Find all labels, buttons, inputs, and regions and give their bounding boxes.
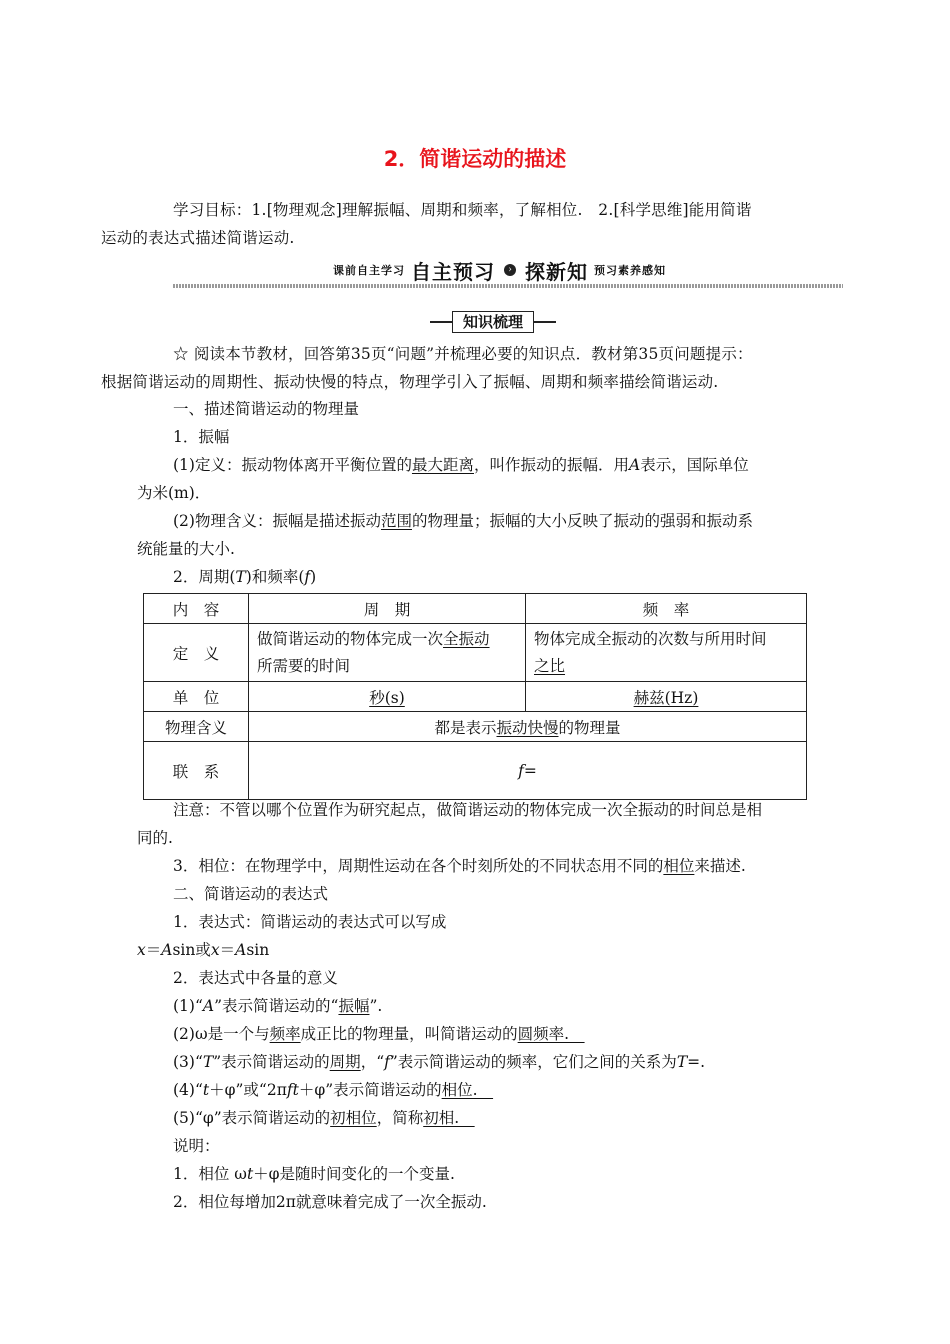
text: ＋φ”或“2π xyxy=(209,1081,287,1099)
symbol: x xyxy=(210,941,220,959)
text: ＝ xyxy=(219,941,236,959)
period-frequency-title xyxy=(173,563,316,591)
expression-title: 1．表达式：简谐运动的表达式可以写成 xyxy=(173,913,447,931)
frequency-unit xyxy=(526,682,807,712)
symbol: A xyxy=(202,997,215,1015)
blank-answer: 最大距离 xyxy=(411,456,474,474)
explanation-label: 说明： xyxy=(173,1137,220,1155)
intro-paragraph xyxy=(101,340,817,396)
text: 做简谐运动的物体完成一次 xyxy=(257,629,444,648)
row-label-unit: 单 位 xyxy=(144,682,249,712)
amplitude-meaning-cont: 统能量的大小. xyxy=(137,540,235,558)
amplitude-definition xyxy=(173,451,749,479)
banner-main-1: 自主预习 xyxy=(411,259,495,284)
banner-right-text: 预习素养感知 xyxy=(594,264,666,277)
chevron-right-icon: › xyxy=(504,264,516,276)
blank-answer: 初相位 xyxy=(330,1109,377,1127)
blank-answer: 周期 xyxy=(329,1053,361,1071)
blank-answer: 赫兹(Hz) xyxy=(633,688,699,707)
amplitude-title: 1．振幅 xyxy=(173,428,230,446)
text: 1．相位 ω xyxy=(173,1165,247,1183)
blank-answer: 频率 xyxy=(269,1025,301,1043)
text: 都是表示 xyxy=(434,718,497,737)
section-2-heading: 二、简谐运动的表达式 xyxy=(173,885,329,903)
blank-answer: 振动快慢 xyxy=(496,718,559,737)
text: ＋φ”表示简谐运动的 xyxy=(298,1081,442,1099)
row-label-relation: 联 系 xyxy=(144,742,249,800)
text: =. xyxy=(687,1053,706,1071)
section-1-heading: 一、描述简谐运动的物理量 xyxy=(173,400,360,418)
meaning-item-2 xyxy=(173,1020,585,1048)
relation-formula xyxy=(249,742,807,800)
symbol: ft xyxy=(286,1081,299,1099)
text: ) xyxy=(310,568,317,586)
expression-formula xyxy=(137,936,269,964)
amplitude-meaning xyxy=(173,507,753,535)
table-row xyxy=(144,624,807,682)
symbol: A xyxy=(629,456,641,474)
text: 来描述. xyxy=(694,857,746,875)
text: 成正比的物理量，叫简谐运动的 xyxy=(300,1025,518,1043)
learning-objectives xyxy=(101,196,817,252)
section-tag-label: 知识梳理 xyxy=(452,311,534,333)
explanation-item-1 xyxy=(173,1160,455,1188)
symbol: A xyxy=(161,941,173,959)
section-tag xyxy=(430,311,556,333)
objectives-line-2: 运动的表达式描述简谐运动. xyxy=(101,229,295,247)
text: ”. xyxy=(369,997,383,1015)
phase-definition xyxy=(173,852,746,880)
symbol: x xyxy=(137,941,146,959)
text: 物体完成全振动的次数与所用时间 xyxy=(534,629,767,648)
table-header-content: 内 容 xyxy=(144,594,249,624)
banner-main-2: 探新知 xyxy=(525,259,588,284)
text: 2．周期( xyxy=(173,568,236,586)
frequency-definition xyxy=(526,624,807,682)
text: 3．相位：在物理学中，周期性运动在各个时刻所处的不同状态用不同的 xyxy=(173,857,664,875)
amplitude-definition-cont: 为米(m)． xyxy=(137,484,211,502)
text: sin xyxy=(246,941,270,959)
symbol: f xyxy=(304,568,311,586)
table-row xyxy=(144,712,807,742)
text: ”表示简谐运动的“ xyxy=(214,997,339,1015)
meaning-item-3 xyxy=(173,1048,705,1076)
formula: f= xyxy=(518,761,537,780)
meaning-item-1 xyxy=(173,992,382,1020)
text: ，叫作振动的振幅．用 xyxy=(473,456,629,474)
blank-answer: 秒(s) xyxy=(369,688,405,707)
section-banner xyxy=(173,256,843,290)
symbol: t xyxy=(202,1081,210,1099)
symbol: f xyxy=(384,1053,390,1071)
objectives-line-1: 学习目标：1.[物理观念]理解振幅、周期和频率，了解相位. 2.[科学思维]能用简谐 xyxy=(173,201,752,219)
meaning-title: 2．表达式中各量的意义 xyxy=(173,969,338,987)
blank-answer: 之比 xyxy=(534,656,566,675)
tag-right-bar xyxy=(533,321,556,323)
text: (1)“ xyxy=(173,997,203,1015)
text: (1)定义：振动物体离开平衡位置的 xyxy=(173,456,412,474)
page-title: 2．简谐运动的描述 xyxy=(383,147,567,171)
text: ”表示简谐运动的 xyxy=(213,1053,330,1071)
text: (2)物理含义：振幅是描述振动 xyxy=(173,512,381,530)
row-label-definition: 定 义 xyxy=(144,624,249,682)
note-line-1: 注意：不管以哪个位置作为研究起点，做简谐运动的物体完成一次全振动的时间总是相 xyxy=(173,801,763,819)
blank-answer: 圆频率. xyxy=(517,1025,585,1043)
explanation-item-2: 2．相位每增加2π就意味着完成了一次全振动. xyxy=(173,1193,487,1211)
text: ＝ xyxy=(145,941,162,959)
text: sin或 xyxy=(172,941,211,959)
text: ”表示简谐运动的频率，它们之间的关系为 xyxy=(389,1053,677,1071)
text: 表示，国际单位 xyxy=(640,456,749,474)
blank-answer: 相位. xyxy=(441,1081,494,1099)
text: ＋φ是随时间变化的一个变量. xyxy=(253,1165,455,1183)
banner-dotted-rule xyxy=(173,284,843,288)
meaning-item-5 xyxy=(173,1104,475,1132)
intro-line-1: ☆ 阅读本节教材，回答第35页“问题”并梳理必要的知识点．教材第35页问题提示： xyxy=(173,345,753,363)
blank-answer: 范围 xyxy=(380,512,412,530)
table-header-frequency: 频 率 xyxy=(526,594,807,624)
period-definition xyxy=(249,624,526,682)
text: ，简称 xyxy=(376,1109,424,1127)
text: )和频率( xyxy=(245,568,305,586)
text: 的物理量；振幅的大小反映了振动的强弱和振动系 xyxy=(411,512,753,530)
table-row xyxy=(144,682,807,712)
text: ，“ xyxy=(360,1053,385,1071)
text: 的物理量 xyxy=(558,718,621,737)
blank-answer: 初相. xyxy=(423,1109,475,1127)
symbol: A xyxy=(235,941,247,959)
blank-answer: 振幅 xyxy=(338,997,370,1015)
text: (5)“φ”表示简谐运动的 xyxy=(173,1109,331,1127)
text: (3)“ xyxy=(173,1053,203,1071)
symbol: T xyxy=(235,568,246,586)
text: (4)“ xyxy=(173,1081,203,1099)
meaning-item-4 xyxy=(173,1076,493,1104)
symbol: T xyxy=(676,1053,688,1071)
intro-line-2: 根据简谐运动的周期性、振动快慢的特点，物理学引入了振幅、周期和频率描绘简谐运动. xyxy=(101,373,719,391)
table-row xyxy=(144,594,807,624)
blank-answer: 全振动 xyxy=(443,629,490,648)
shared-meaning xyxy=(249,712,807,742)
blank-answer: 相位 xyxy=(663,857,695,875)
note-line-2: 同的. xyxy=(137,829,173,847)
table-row xyxy=(144,742,807,800)
period-unit xyxy=(249,682,526,712)
period-frequency-table xyxy=(143,593,807,800)
row-label-meaning: 物理含义 xyxy=(144,712,249,742)
text: (2)ω是一个与 xyxy=(173,1025,270,1043)
banner-left-text: 课前自主学习 xyxy=(333,264,405,277)
text: 所需要的时间 xyxy=(257,656,351,675)
tag-left-bar xyxy=(430,321,452,323)
symbol: t xyxy=(246,1165,254,1183)
symbol: T xyxy=(202,1053,214,1071)
table-header-period: 周 期 xyxy=(249,594,526,624)
